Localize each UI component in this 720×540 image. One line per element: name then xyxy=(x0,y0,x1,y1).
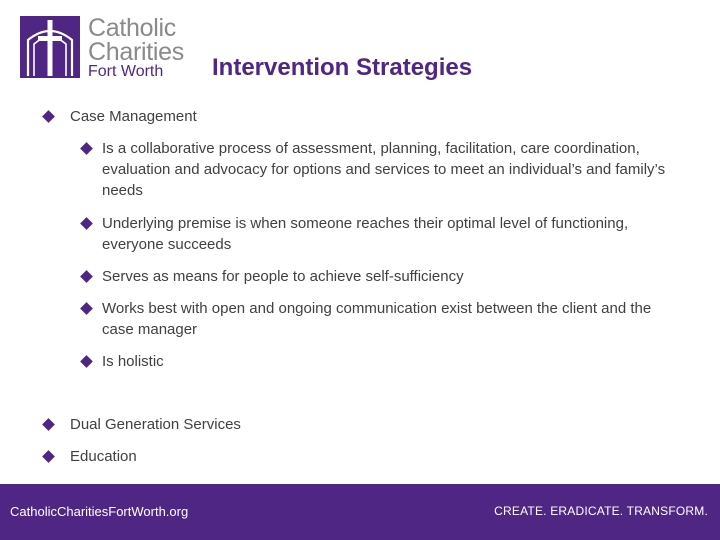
sub-bullet-text: Serves as means for people to achieve self-sufficiency xyxy=(102,268,464,285)
diamond-bullet-icon xyxy=(42,110,55,123)
logo xyxy=(20,16,196,80)
slide-title: Intervention Strategies xyxy=(212,54,473,81)
sub-bullet-communication xyxy=(102,298,672,340)
diamond-bullet-icon xyxy=(42,450,55,463)
sub-bullet-self-sufficiency xyxy=(102,266,672,287)
cathedral-cross-icon xyxy=(20,16,80,78)
diamond-bullet-icon xyxy=(80,302,93,315)
sub-bullet-holistic xyxy=(102,351,672,372)
sub-bullet-text: Is holistic xyxy=(102,353,164,370)
bullet-case-management xyxy=(70,106,197,127)
sub-bullet-text: Is a collaborative process of assessment, planning, facilitation, care coordination, evaluation and advocacy for options and services to meet an individual’s and family’s needs xyxy=(102,140,666,199)
logo-line-1: Catholic xyxy=(88,14,176,42)
diamond-bullet-icon xyxy=(80,217,93,230)
bullet-text: Dual Generation Services xyxy=(70,416,241,433)
diamond-bullet-icon xyxy=(42,418,55,431)
sub-bullet-premise xyxy=(102,213,672,255)
footer-bar xyxy=(0,484,720,540)
logo-line-2: Charities xyxy=(88,38,184,66)
diamond-bullet-icon xyxy=(80,270,93,283)
footer-website-link[interactable]: CatholicCharitiesFortWorth.org xyxy=(10,504,189,519)
bullet-education xyxy=(70,446,137,467)
sub-bullet-text: Underlying premise is when someone reaches their optimal level of functioning, everyone succeeds xyxy=(102,215,629,253)
logo-line-3: Fort Worth xyxy=(88,63,164,80)
bullet-text: Case Management xyxy=(70,108,197,125)
sub-bullet-collaborative xyxy=(102,138,672,201)
bullet-dual-generation xyxy=(70,414,241,435)
diamond-bullet-icon xyxy=(80,355,93,368)
footer-tagline: CREATE. ERADICATE. TRANSFORM. xyxy=(494,504,708,518)
bullet-text: Education xyxy=(70,448,137,465)
diamond-bullet-icon xyxy=(80,142,93,155)
sub-bullet-text: Works best with open and ongoing communication exist between the client and the case manager xyxy=(102,300,652,338)
